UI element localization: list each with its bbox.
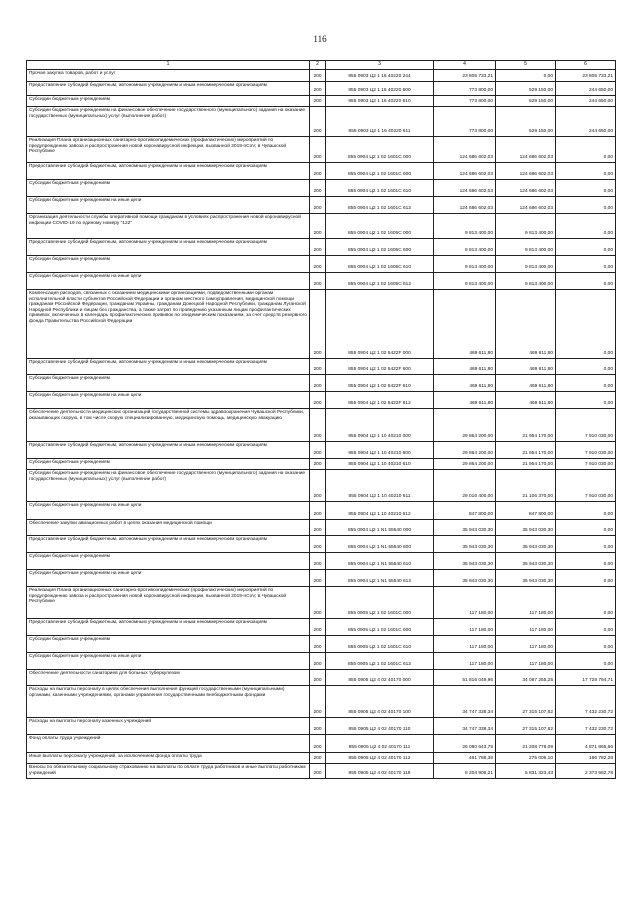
row-code-cell: 200: [310, 375, 326, 392]
row-name-cell: Субсидии бюджетным учреждениям на финансовое обеспечение государственного (муниципального) задания на оказание государственных (муниципальных) услуг (выполнение работ): [27, 470, 310, 502]
table-row: [27, 653, 616, 670]
row-code-cell: 200: [310, 392, 326, 409]
table-row: [27, 735, 616, 753]
row-amount-col6-cell: 0,00: [556, 180, 616, 197]
row-amount-col4-cell: 35 943 030,30: [434, 536, 496, 553]
column-header-row: [27, 61, 616, 70]
row-code-cell: 200: [310, 107, 326, 137]
row-name-cell: Иные выплаты персоналу учреждений, за исключением фонда оплаты труда: [27, 753, 310, 764]
table-row: [27, 470, 616, 502]
row-name-cell: Компенсация расходов, связанных с оказанием медицинскими организациями, подведомственными органам исполнительной власти субъектов Российской Федерации и органам местного самоуправления, медицинской помощи гражданам Российской Федерации, гражданам Украины, гражданам Донецкой Народной Республики, гражданам Луганской Народной Республики и лицам без гражданства, а также затрат по проведению указанным лицам профилактических прививок, включенных в календарь профилактических прививок по эпидемическим показаниям, за счет средств резервного фонда Правительства Российской Федерации: [27, 290, 310, 359]
row-amount-col5-cell: 469 611,80: [496, 375, 556, 392]
row-code-cell: 200: [310, 502, 326, 520]
row-classification-code-cell: 855 0904 Ц2 1 02 1601С 000: [326, 137, 434, 163]
row-amount-col4-cell: 35 943 030,30: [434, 520, 496, 536]
row-name-cell: Реализация Плана организационных санитарно-противоэпидемических (профилактических) мероприятий по предупреждению завоза и распространения новой коронавирусной инфекции, вызванной 2019-nCoV, в Чувашской Республике: [27, 137, 310, 163]
row-code-cell: 200: [310, 670, 326, 686]
row-amount-col5-cell: 5 831 323,43: [496, 764, 556, 779]
row-amount-col5-cell: 117 180,00: [496, 653, 556, 670]
row-amount-col5-cell: 529 150,00: [496, 96, 556, 107]
row-amount-col6-cell: 0,00: [556, 570, 616, 587]
row-code-cell: 200: [310, 459, 326, 470]
row-name-cell: Предоставление субсидий бюджетным, автономным учреждениям и иным некоммерческим организациям: [27, 239, 310, 256]
row-amount-col6-cell: 0,00: [556, 375, 616, 392]
row-amount-col5-cell: 21 208 778,09: [496, 735, 556, 753]
row-amount-col4-cell: 117 180,00: [434, 636, 496, 653]
row-amount-col4-cell: 35 943 030,30: [434, 553, 496, 570]
row-amount-col4-cell: 117 180,00: [434, 619, 496, 636]
row-amount-col6-cell: 7 910 030,00: [556, 409, 616, 442]
row-classification-code-cell: 855 0904 Ц2 1 10 40210 610: [326, 459, 434, 470]
row-name-cell: Предоставление субсидий бюджетным, автономным учреждениям и иным некоммерческим организациям: [27, 619, 310, 636]
row-classification-code-cell: 855 0904 Ц2 1 10 40210 612: [326, 502, 434, 520]
table-row: [27, 214, 616, 239]
row-amount-col5-cell: 21 954 170,00: [496, 409, 556, 442]
row-classification-code-cell: 855 0904 Ц2 1 02 5422F 610: [326, 375, 434, 392]
row-name-cell: Предоставление субсидий бюджетным, автономным учреждениям и иным некоммерческим организациям: [27, 163, 310, 180]
row-amount-col5-cell: 0,00: [496, 70, 556, 82]
column-header: 1: [27, 61, 310, 70]
table-row: [27, 536, 616, 553]
row-name-cell: Обеспечение закупки авиационных работ в целях оказания медицинской помощи: [27, 520, 310, 536]
table-row: [27, 290, 616, 359]
row-classification-code-cell: 855 0905 Ц2 1 02 1601С 000: [326, 587, 434, 619]
row-amount-col6-cell: 0,00: [556, 536, 616, 553]
row-code-cell: 200: [310, 442, 326, 459]
row-amount-col4-cell: 469 611,80: [434, 359, 496, 375]
row-classification-code-cell: 855 0905 Ц2 4 02 40170 100: [326, 686, 434, 718]
row-amount-col5-cell: 21 954 170,00: [496, 442, 556, 459]
row-amount-col5-cell: 9 813 400,00: [496, 214, 556, 239]
table-row: [27, 764, 616, 779]
row-code-cell: 200: [310, 753, 326, 764]
row-amount-col6-cell: 7 432 230,72: [556, 686, 616, 718]
table-row: [27, 587, 616, 619]
row-amount-col6-cell: 0,00: [556, 214, 616, 239]
row-amount-col6-cell: 244 650,00: [556, 82, 616, 96]
row-name-cell: Субсидии бюджетным учреждениям на иные цели: [27, 502, 310, 520]
row-classification-code-cell: 855 0904 Ц2 1 10 40210 000: [326, 409, 434, 442]
column-header: 6: [556, 61, 616, 70]
row-amount-col4-cell: 124 686 602,03: [434, 197, 496, 214]
table-row: [27, 670, 616, 686]
row-amount-col4-cell: 34 747 338,34: [434, 718, 496, 735]
row-amount-col6-cell: 186 782,28: [556, 753, 616, 764]
row-amount-col4-cell: 29 864 200,00: [434, 442, 496, 459]
row-amount-col4-cell: 124 686 602,03: [434, 180, 496, 197]
table-row: [27, 502, 616, 520]
row-code-cell: 200: [310, 619, 326, 636]
row-amount-col5-cell: 27 315 107,62: [496, 718, 556, 735]
row-amount-col6-cell: 0,00: [556, 290, 616, 359]
row-amount-col6-cell: 7 432 230,72: [556, 718, 616, 735]
row-amount-col5-cell: 34 087 255,25: [496, 670, 556, 686]
table-row: [27, 137, 616, 163]
row-amount-col4-cell: 51 816 049,96: [434, 670, 496, 686]
row-amount-col5-cell: 9 813 400,00: [496, 239, 556, 256]
row-classification-code-cell: 855 0904 Ц2 1 10 40210 611: [326, 470, 434, 502]
row-amount-col6-cell: 0,00: [556, 520, 616, 536]
row-amount-col6-cell: 0,00: [556, 163, 616, 180]
table-row: [27, 375, 616, 392]
row-amount-col4-cell: 461 788,38: [434, 753, 496, 764]
row-amount-col4-cell: 773 800,00: [434, 82, 496, 96]
row-code-cell: 200: [310, 137, 326, 163]
table-row: [27, 163, 616, 180]
row-amount-col5-cell: 21 106 370,00: [496, 470, 556, 502]
row-classification-code-cell: 855 0905 Ц2 4 02 40170 112: [326, 753, 434, 764]
row-classification-code-cell: 855 0903 Ц2 1 16 40220 610: [326, 96, 434, 107]
row-amount-col5-cell: 9 813 400,00: [496, 273, 556, 290]
table-row: [27, 82, 616, 96]
row-amount-col4-cell: 469 611,80: [434, 392, 496, 409]
row-code-cell: 200: [310, 686, 326, 718]
row-amount-col5-cell: 847 800,00: [496, 502, 556, 520]
row-name-cell: Субсидии бюджетным учреждениям на иные цели: [27, 653, 310, 670]
row-name-cell: Предоставление субсидий бюджетным, автономным учреждениям и иным некоммерческим организациям: [27, 536, 310, 553]
row-amount-col6-cell: 244 650,00: [556, 107, 616, 137]
row-name-cell: Субсидии бюджетным учреждениям на иные цели: [27, 197, 310, 214]
row-amount-col5-cell: 529 150,00: [496, 82, 556, 96]
row-code-cell: 200: [310, 273, 326, 290]
row-name-cell: Субсидии бюджетным учреждениям на иные цели: [27, 392, 310, 409]
row-classification-code-cell: 855 0904 Ц2 1 02 1601С 612: [326, 197, 434, 214]
row-code-cell: 200: [310, 520, 326, 536]
row-amount-col6-cell: 0,00: [556, 392, 616, 409]
row-classification-code-cell: 855 0904 Ц2 1 N1 55540 612: [326, 570, 434, 587]
row-name-cell: Реализация Плана организационных санитарно-противоэпидемических (профилактических) мероприятий по предупреждению завоза и распространения новой коронавирусной инфекции, вызванной 2019-nCoV, в Чувашской Республике: [27, 587, 310, 619]
row-amount-col4-cell: 469 611,80: [434, 375, 496, 392]
row-code-cell: 200: [310, 735, 326, 753]
row-amount-col5-cell: 275 006,10: [496, 753, 556, 764]
row-classification-code-cell: 855 0904 Ц2 1 02 1601С 600: [326, 163, 434, 180]
row-amount-col4-cell: 9 813 400,00: [434, 239, 496, 256]
row-amount-col5-cell: 117 180,00: [496, 619, 556, 636]
row-classification-code-cell: 855 0903 Ц2 1 16 40220 244: [326, 70, 434, 82]
row-amount-col4-cell: 773 800,00: [434, 107, 496, 137]
row-name-cell: Организация деятельности службы оперативной помощи гражданам в условиях распространения новой коронавирусной инфекции COVID-19 по единому номеру "122": [27, 214, 310, 239]
table-row: [27, 718, 616, 735]
row-amount-col4-cell: 9 813 400,00: [434, 256, 496, 273]
table-row: [27, 619, 616, 636]
row-amount-col6-cell: 7 910 030,00: [556, 470, 616, 502]
row-classification-code-cell: 855 0905 Ц2 4 02 40170 000: [326, 670, 434, 686]
row-amount-col5-cell: 124 686 602,03: [496, 180, 556, 197]
row-amount-col4-cell: 773 800,00: [434, 96, 496, 107]
row-code-cell: 200: [310, 359, 326, 375]
row-amount-col5-cell: 529 150,00: [496, 107, 556, 137]
row-amount-col5-cell: 124 686 602,03: [496, 137, 556, 163]
row-classification-code-cell: 855 0905 Ц2 4 02 40170 119: [326, 764, 434, 779]
row-amount-col4-cell: 29 016 400,00: [434, 470, 496, 502]
row-classification-code-cell: 855 0903 Ц2 1 16 40220 600: [326, 82, 434, 96]
row-name-cell: Субсидии бюджетным учреждениям: [27, 180, 310, 197]
row-code-cell: 200: [310, 553, 326, 570]
row-code-cell: 200: [310, 653, 326, 670]
row-amount-col6-cell: 0,00: [556, 653, 616, 670]
row-classification-code-cell: 855 0904 Ц2 1 02 5422F 600: [326, 359, 434, 375]
row-amount-col4-cell: 29 864 200,00: [434, 459, 496, 470]
row-amount-col6-cell: 2 373 582,78: [556, 764, 616, 779]
row-amount-col5-cell: 21 954 170,00: [496, 459, 556, 470]
row-name-cell: Субсидии бюджетным учреждениям: [27, 636, 310, 653]
table-row: [27, 197, 616, 214]
table-row: [27, 409, 616, 442]
row-name-cell: Фонд оплаты труда учреждений: [27, 735, 310, 753]
row-name-cell: Расходы на выплаты персоналу казенных учреждений: [27, 718, 310, 735]
row-code-cell: 200: [310, 214, 326, 239]
row-amount-col4-cell: 117 180,00: [434, 653, 496, 670]
row-name-cell: Предоставление субсидий бюджетным, автономным учреждениям и иным некоммерческим организациям: [27, 442, 310, 459]
row-name-cell: Субсидии бюджетным учреждениям: [27, 459, 310, 470]
row-name-cell: Обеспечение деятельности медицинских организаций государственной системы здравоохранения Чувашской Республики, оказывающих скорую, в том числе скорую специализированную, медицинскую помощь, медицинскую эвакуацию: [27, 409, 310, 442]
row-classification-code-cell: 855 0905 Ц2 1 02 1601С 600: [326, 619, 434, 636]
column-header: 4: [434, 61, 496, 70]
row-amount-col5-cell: 35 943 030,30: [496, 520, 556, 536]
row-code-cell: 200: [310, 290, 326, 359]
row-classification-code-cell: 855 0904 Ц2 1 02 1605С 600: [326, 239, 434, 256]
row-amount-col6-cell: 244 650,00: [556, 96, 616, 107]
row-name-cell: Прочая закупка товаров, работ и услуг: [27, 70, 310, 82]
row-classification-code-cell: 855 0904 Ц2 1 10 40210 600: [326, 442, 434, 459]
row-code-cell: 200: [310, 587, 326, 619]
table-row: [27, 459, 616, 470]
row-code-cell: 200: [310, 536, 326, 553]
row-amount-col4-cell: 29 864 200,00: [434, 409, 496, 442]
table-row: [27, 70, 616, 82]
row-amount-col4-cell: 9 813 400,00: [434, 214, 496, 239]
row-code-cell: 200: [310, 470, 326, 502]
row-code-cell: 200: [310, 96, 326, 107]
row-amount-col5-cell: 469 611,80: [496, 290, 556, 359]
row-amount-col6-cell: 0,00: [556, 587, 616, 619]
row-name-cell: Субсидии бюджетным учреждениям: [27, 375, 310, 392]
row-code-cell: 200: [310, 764, 326, 779]
page-number: 116: [313, 34, 327, 44]
row-amount-col4-cell: 469 611,80: [434, 290, 496, 359]
row-code-cell: 200: [310, 180, 326, 197]
row-amount-col6-cell: 23 805 733,21: [556, 70, 616, 82]
row-name-cell: Субсидии бюджетным учреждениям: [27, 96, 310, 107]
row-amount-col4-cell: 35 943 030,30: [434, 570, 496, 587]
table-row: [27, 359, 616, 375]
row-classification-code-cell: 855 0904 Ц2 1 N1 55540 600: [326, 536, 434, 553]
row-amount-col4-cell: 26 080 643,75: [434, 735, 496, 753]
table-row: [27, 553, 616, 570]
row-amount-col6-cell: 0,00: [556, 553, 616, 570]
table-row: [27, 107, 616, 137]
row-amount-col6-cell: 0,00: [556, 619, 616, 636]
table-row: [27, 753, 616, 764]
table-row: [27, 570, 616, 587]
row-classification-code-cell: 855 0903 Ц2 1 16 40220 611: [326, 107, 434, 137]
table-row: [27, 180, 616, 197]
row-name-cell: Предоставление субсидий бюджетным, автономным учреждениям и иным некоммерческим организациям: [27, 359, 310, 375]
row-amount-col4-cell: 34 747 338,34: [434, 686, 496, 718]
row-amount-col6-cell: 0,00: [556, 502, 616, 520]
row-name-cell: Субсидии бюджетным учреждениям: [27, 553, 310, 570]
row-amount-col4-cell: 8 204 906,21: [434, 764, 496, 779]
row-classification-code-cell: 855 0904 Ц2 1 02 1605С 612: [326, 273, 434, 290]
row-code-cell: 200: [310, 239, 326, 256]
table-row: [27, 256, 616, 273]
row-classification-code-cell: 855 0905 Ц2 4 02 40170 111: [326, 735, 434, 753]
row-amount-col4-cell: 124 686 602,03: [434, 163, 496, 180]
row-amount-col6-cell: 7 910 030,00: [556, 459, 616, 470]
row-code-cell: 200: [310, 636, 326, 653]
row-amount-col6-cell: 0,00: [556, 359, 616, 375]
row-amount-col4-cell: 117 180,00: [434, 587, 496, 619]
row-name-cell: Субсидии бюджетным учреждениям: [27, 256, 310, 273]
table-row: [27, 636, 616, 653]
column-header: 3: [326, 61, 434, 70]
row-classification-code-cell: 855 0904 Ц2 1 N1 55540 000: [326, 520, 434, 536]
row-amount-col5-cell: 117 180,00: [496, 587, 556, 619]
row-code-cell: 200: [310, 570, 326, 587]
row-name-cell: Предоставление субсидий бюджетным, автономным учреждениям и иным некоммерческим организациям: [27, 82, 310, 96]
row-code-cell: 200: [310, 409, 326, 442]
row-code-cell: 200: [310, 82, 326, 96]
row-classification-code-cell: 855 0905 Ц2 1 02 1601С 612: [326, 653, 434, 670]
row-classification-code-cell: 855 0904 Ц2 1 02 5422F 000: [326, 290, 434, 359]
row-name-cell: Субсидии бюджетным учреждениям на финансовое обеспечение государственного (муниципального) задания на оказание государственных (муниципальных) услуг (выполнение работ): [27, 107, 310, 137]
row-code-cell: 200: [310, 197, 326, 214]
row-amount-col5-cell: 35 943 030,30: [496, 553, 556, 570]
budget-table: [26, 60, 616, 779]
row-amount-col6-cell: 17 728 794,71: [556, 670, 616, 686]
row-classification-code-cell: 855 0904 Ц2 1 02 1605С 610: [326, 256, 434, 273]
table-row: [27, 239, 616, 256]
row-classification-code-cell: 855 0904 Ц2 1 02 5422F 612: [326, 392, 434, 409]
row-amount-col5-cell: 27 315 107,62: [496, 686, 556, 718]
row-classification-code-cell: 855 0905 Ц2 1 02 1601С 610: [326, 636, 434, 653]
row-amount-col6-cell: 0,00: [556, 197, 616, 214]
row-amount-col6-cell: 0,00: [556, 636, 616, 653]
row-amount-col6-cell: 4 871 865,66: [556, 735, 616, 753]
table-row: [27, 686, 616, 718]
row-amount-col5-cell: 124 686 602,03: [496, 197, 556, 214]
row-amount-col5-cell: 35 943 030,30: [496, 536, 556, 553]
row-amount-col5-cell: 9 813 400,00: [496, 256, 556, 273]
table-row: [27, 520, 616, 536]
row-amount-col6-cell: 0,00: [556, 239, 616, 256]
table-row: [27, 442, 616, 459]
row-classification-code-cell: 855 0904 Ц2 1 02 1605С 000: [326, 214, 434, 239]
row-name-cell: Взносы по обязательному социальному страхованию на выплаты по оплате труда работников и иные выплаты работникам учреждений: [27, 764, 310, 779]
table-row: [27, 273, 616, 290]
row-amount-col5-cell: 469 611,80: [496, 392, 556, 409]
row-classification-code-cell: 855 0905 Ц2 4 02 40170 110: [326, 718, 434, 735]
row-code-cell: 200: [310, 163, 326, 180]
row-amount-col4-cell: 9 813 400,00: [434, 273, 496, 290]
row-classification-code-cell: 855 0904 Ц2 1 N1 55540 610: [326, 553, 434, 570]
row-amount-col5-cell: 117 180,00: [496, 636, 556, 653]
row-amount-col6-cell: 0,00: [556, 137, 616, 163]
row-name-cell: Субсидии бюджетным учреждениям на иные цели: [27, 273, 310, 290]
table-row: [27, 96, 616, 107]
row-code-cell: 200: [310, 256, 326, 273]
row-amount-col5-cell: 469 611,80: [496, 359, 556, 375]
row-amount-col4-cell: 23 805 733,21: [434, 70, 496, 82]
row-amount-col6-cell: 0,00: [556, 273, 616, 290]
row-amount-col6-cell: 7 910 030,00: [556, 442, 616, 459]
table-row: [27, 392, 616, 409]
column-header: 2: [310, 61, 326, 70]
row-code-cell: 200: [310, 718, 326, 735]
row-amount-col4-cell: 847 800,00: [434, 502, 496, 520]
row-classification-code-cell: 855 0904 Ц2 1 02 1601С 610: [326, 180, 434, 197]
row-name-cell: Обеспечение деятельности санаториев для больных туберкулезом: [27, 670, 310, 686]
row-amount-col5-cell: 124 686 602,03: [496, 163, 556, 180]
row-name-cell: Расходы на выплаты персоналу в целях обеспечения выполнения функций государственными (муниципальными) органами, казенными учреждениями, органами управления государственными внебюджетными фондами: [27, 686, 310, 718]
column-header: 5: [496, 61, 556, 70]
row-name-cell: Субсидии бюджетным учреждениям на иные цели: [27, 570, 310, 587]
row-amount-col5-cell: 35 943 030,30: [496, 570, 556, 587]
row-code-cell: 200: [310, 70, 326, 82]
row-amount-col6-cell: 0,00: [556, 256, 616, 273]
row-amount-col4-cell: 124 686 602,03: [434, 137, 496, 163]
